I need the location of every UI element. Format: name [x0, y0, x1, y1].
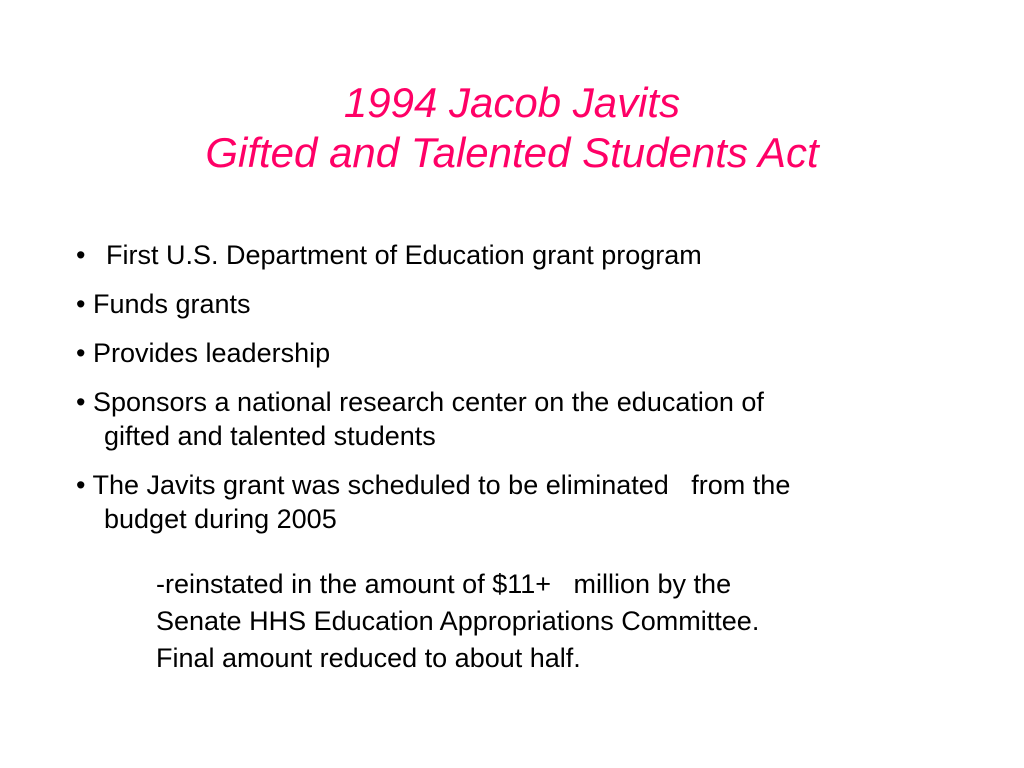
sub-item-line-1: -reinstated in the amount of $11+ million by the	[156, 569, 732, 599]
sub-item-reinstatement	[156, 566, 956, 677]
bullet-glyph: •	[76, 338, 86, 368]
bullet-item-funds-grants	[76, 287, 996, 321]
sub-item-line-2: Senate HHS Education Appropriations Committee.	[156, 606, 760, 636]
title-line-1: 1994 Jacob Javits	[343, 79, 681, 126]
bullet-glyph: •	[76, 289, 86, 319]
bullet-glyph: •	[76, 240, 86, 270]
title-line-2: Gifted and Talented Students Act	[205, 129, 819, 176]
bullet-glyph: •	[76, 387, 86, 417]
bullet-text-continuation: gifted and talented students	[104, 421, 436, 451]
bullet-item-leadership	[76, 336, 996, 370]
bullet-text: The Javits grant was scheduled to be eliminated from the	[92, 470, 791, 500]
bullet-list	[76, 238, 996, 551]
bullet-text: Sponsors a national research center on the education of	[92, 387, 764, 417]
bullet-text: Funds grants	[92, 289, 251, 319]
bullet-glyph: •	[76, 470, 86, 500]
bullet-text-continuation: budget during 2005	[104, 504, 337, 534]
bullet-text: First U.S. Department of Education grant program	[106, 240, 702, 270]
slide-title	[0, 78, 1024, 178]
sub-item-line-3: Final amount reduced to about half.	[156, 643, 581, 673]
bullet-item-javits-elimination	[76, 468, 996, 536]
bullet-text: Provides leadership	[92, 338, 331, 368]
bullet-item-research-center	[76, 385, 996, 453]
bullet-item-grant-program	[76, 238, 996, 272]
